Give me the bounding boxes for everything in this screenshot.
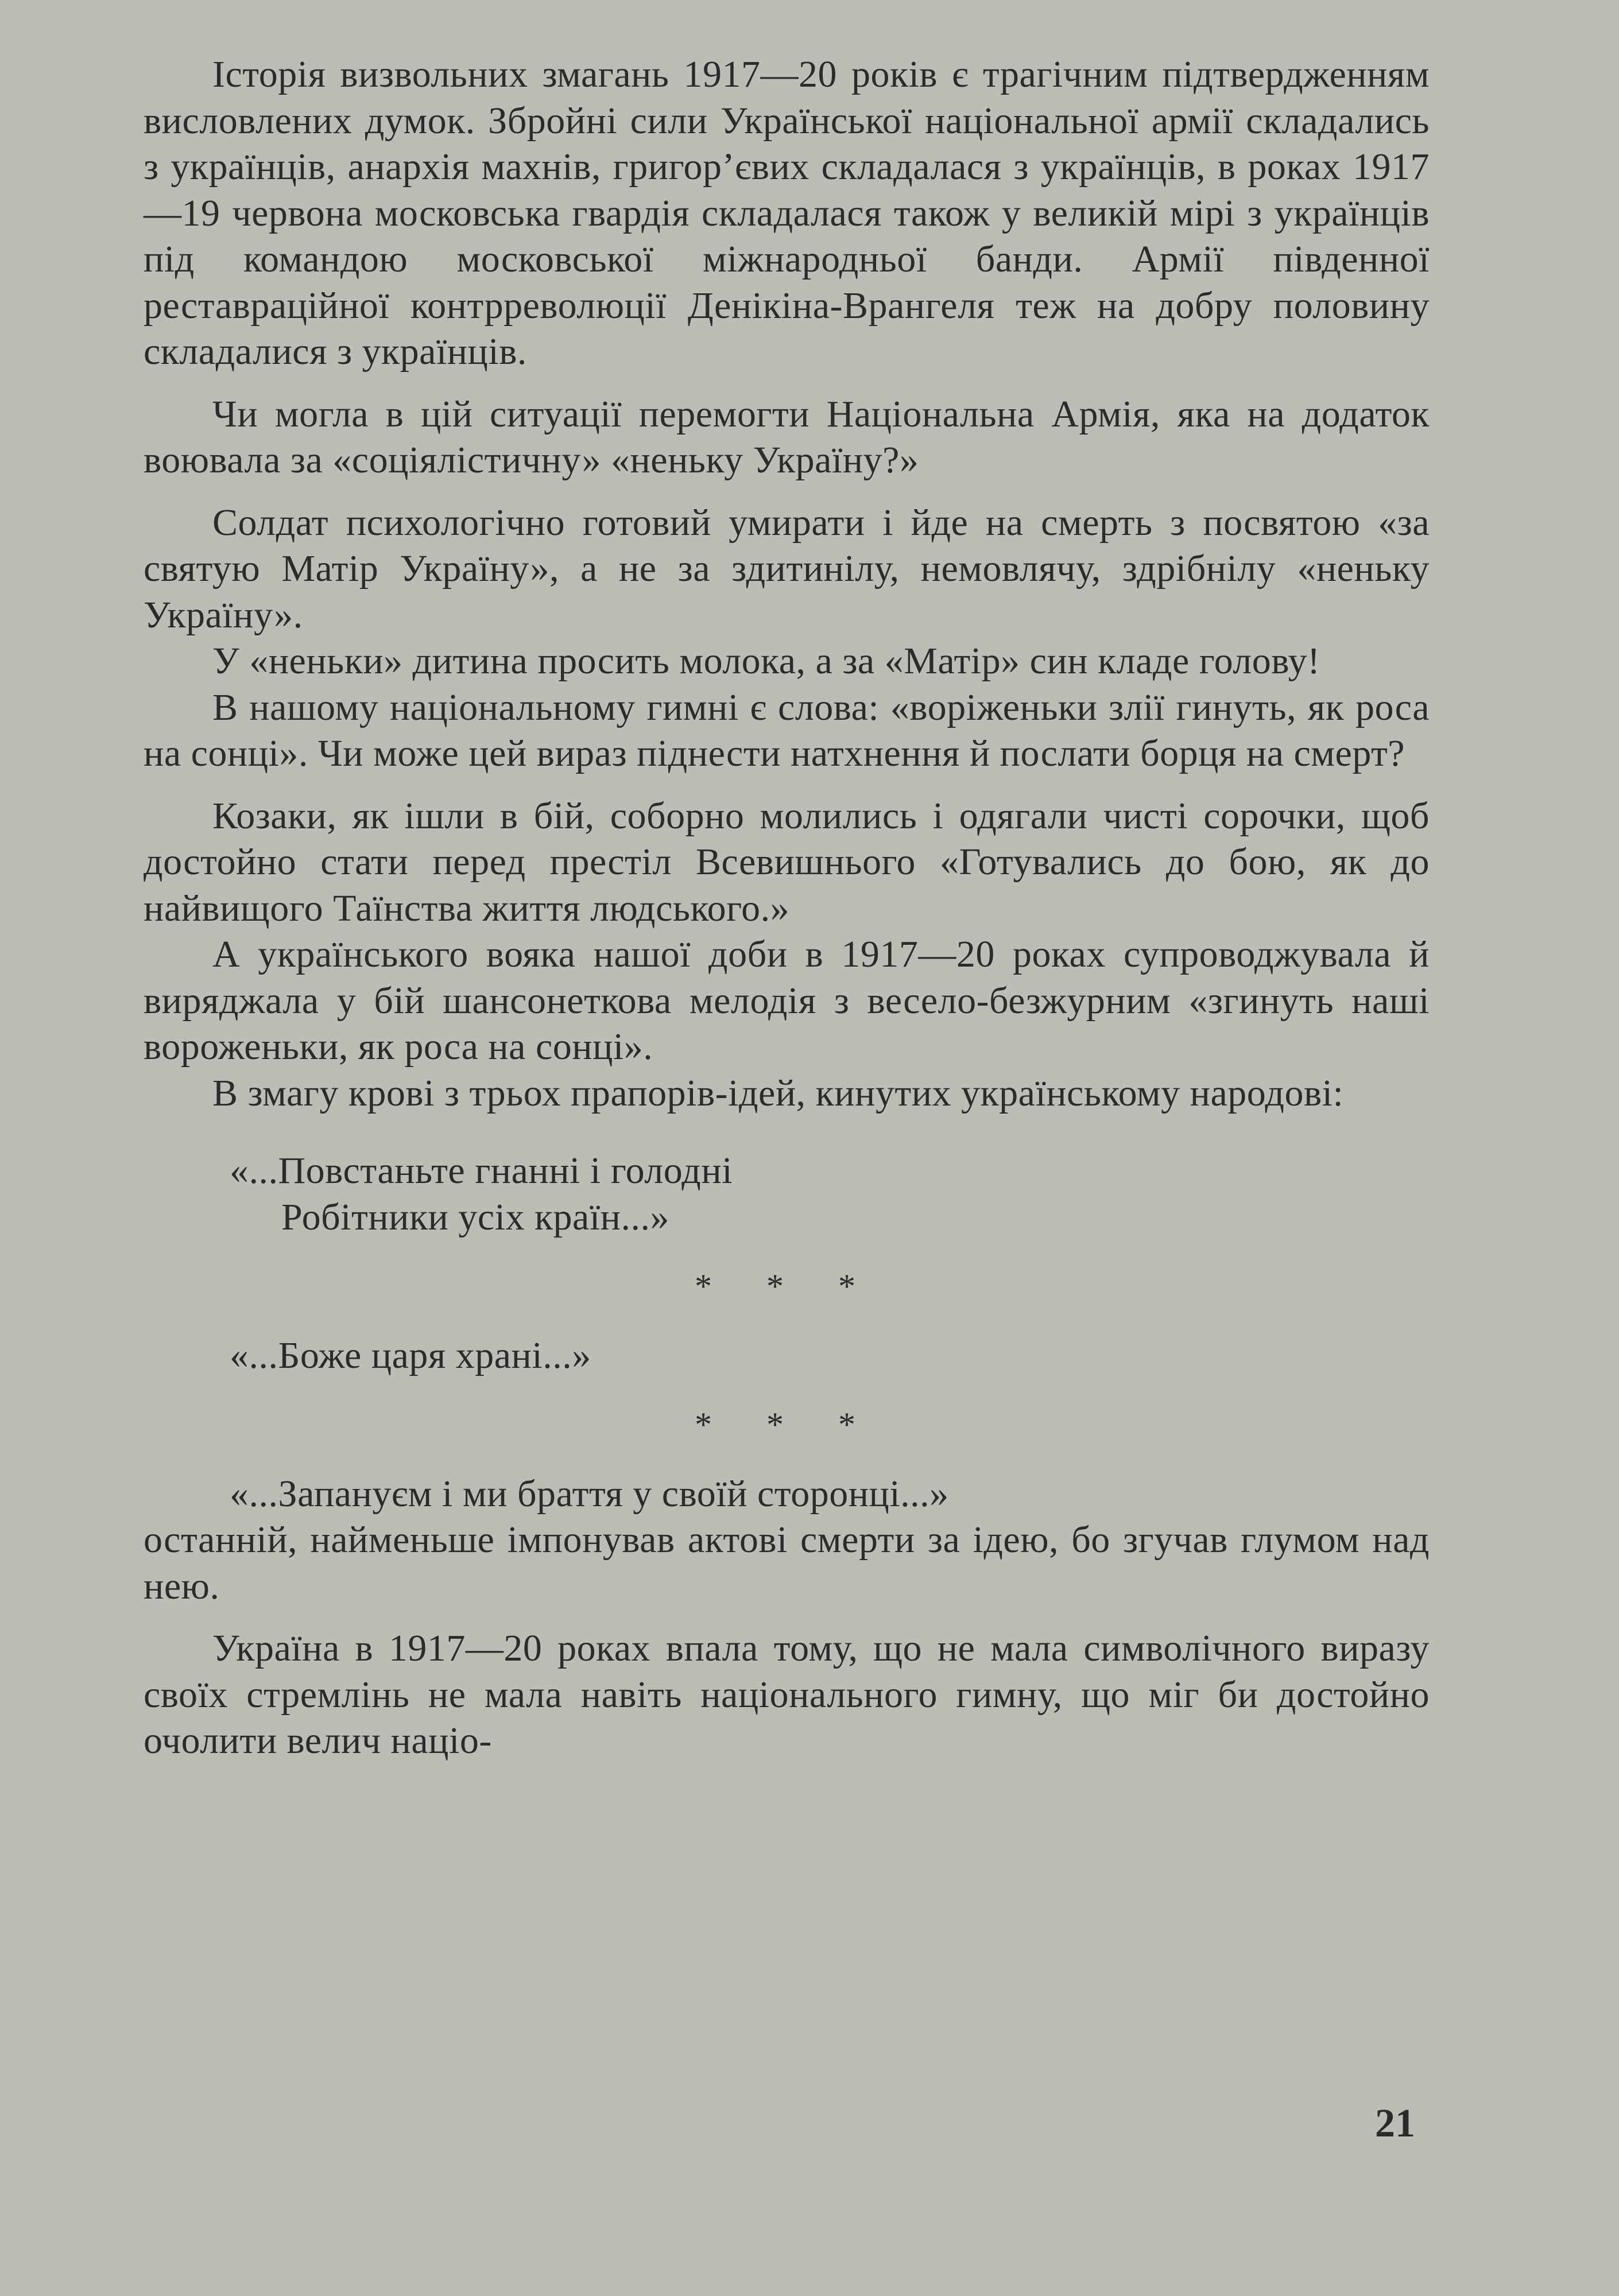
- paragraph-1: Історія визвольних змагань 1917—20 років є трагічним підтвердженням висловлених думок. Збройні сили Української національної армії складались з українців, анархія махнів, григор’євих складалася з українців, в роках 1917—19 червона московська гвардія складалася також у великій мірі з українців під командою московської міжнародньої банди. Армії південної реставраційної контрреволюції Денікіна-Врангеля теж на добру половину складалися з українців.: [144, 53, 1430, 373]
- paragraph-8: В змагу крові з трьох прапорів-ідей, кинутих українському народові:: [212, 1072, 1344, 1114]
- paragraph-5: В нашому національному гимні є слова: «воріженьки злії гинуть, як роса на сонці». Чи може цей вираз піднести натхнення й послати борця на смерт?: [144, 686, 1430, 774]
- closing-paragraph-1: останній, найменьше імпонував актові смерти за ідею, бо згучав глумом над нею.: [144, 1519, 1430, 1607]
- quote-god-save-tsar: «...Боже царя храні...»: [230, 1334, 591, 1376]
- quote-anthem: «...Запануєм і ми браття у своїй сторонці...»: [230, 1472, 949, 1515]
- quote-internationale-line-2: Робітники усіх країн...»: [281, 1196, 669, 1238]
- separator-stars-2: * * *: [695, 1406, 878, 1444]
- paragraph-2: Чи могла в цій ситуації перемогти Національна Армія, яка на додаток воювала за «соціялістичну» «неньку Україну?»: [144, 393, 1430, 481]
- quote-internationale-line-1: «...Повстаньте гнанні і голодні: [230, 1150, 733, 1192]
- paragraph-6: Козаки, як ішли в бій, соборно молились і одягали чисті сорочки, щоб достойно стати перед престіл Всевишнього «Готувались до бою, як до найвищого Таїнства життя людського.»: [144, 794, 1430, 929]
- closing-paragraph-2: Україна в 1917—20 роках впала тому, що не мала символічного виразу своїх стремлінь не мала навіть національного гимну, що міг би достойно очолити велич націо-: [144, 1627, 1430, 1762]
- paragraph-4: У «неньки» дитина просить молока, а за «Матір» син кладе голову!: [212, 640, 1320, 682]
- paragraph-7: А українського вояка нашої доби в 1917—20 роках супроводжувала й виряджала у бій шансонеткова мелодія з весело-безжурним «згинуть наші вороженьки, як роса на сонці».: [144, 933, 1430, 1068]
- page-body: [144, 52, 1430, 1764]
- paragraph-3: Солдат психологічно готовий умирати і йде на смерть з посвятою «за святую Матір Україну», а не за здитинілу, немовлячу, здрібнілу «неньку Україну».: [144, 501, 1430, 636]
- page-number: 21: [1375, 2101, 1415, 2146]
- separator-stars-1: * * *: [695, 1267, 878, 1305]
